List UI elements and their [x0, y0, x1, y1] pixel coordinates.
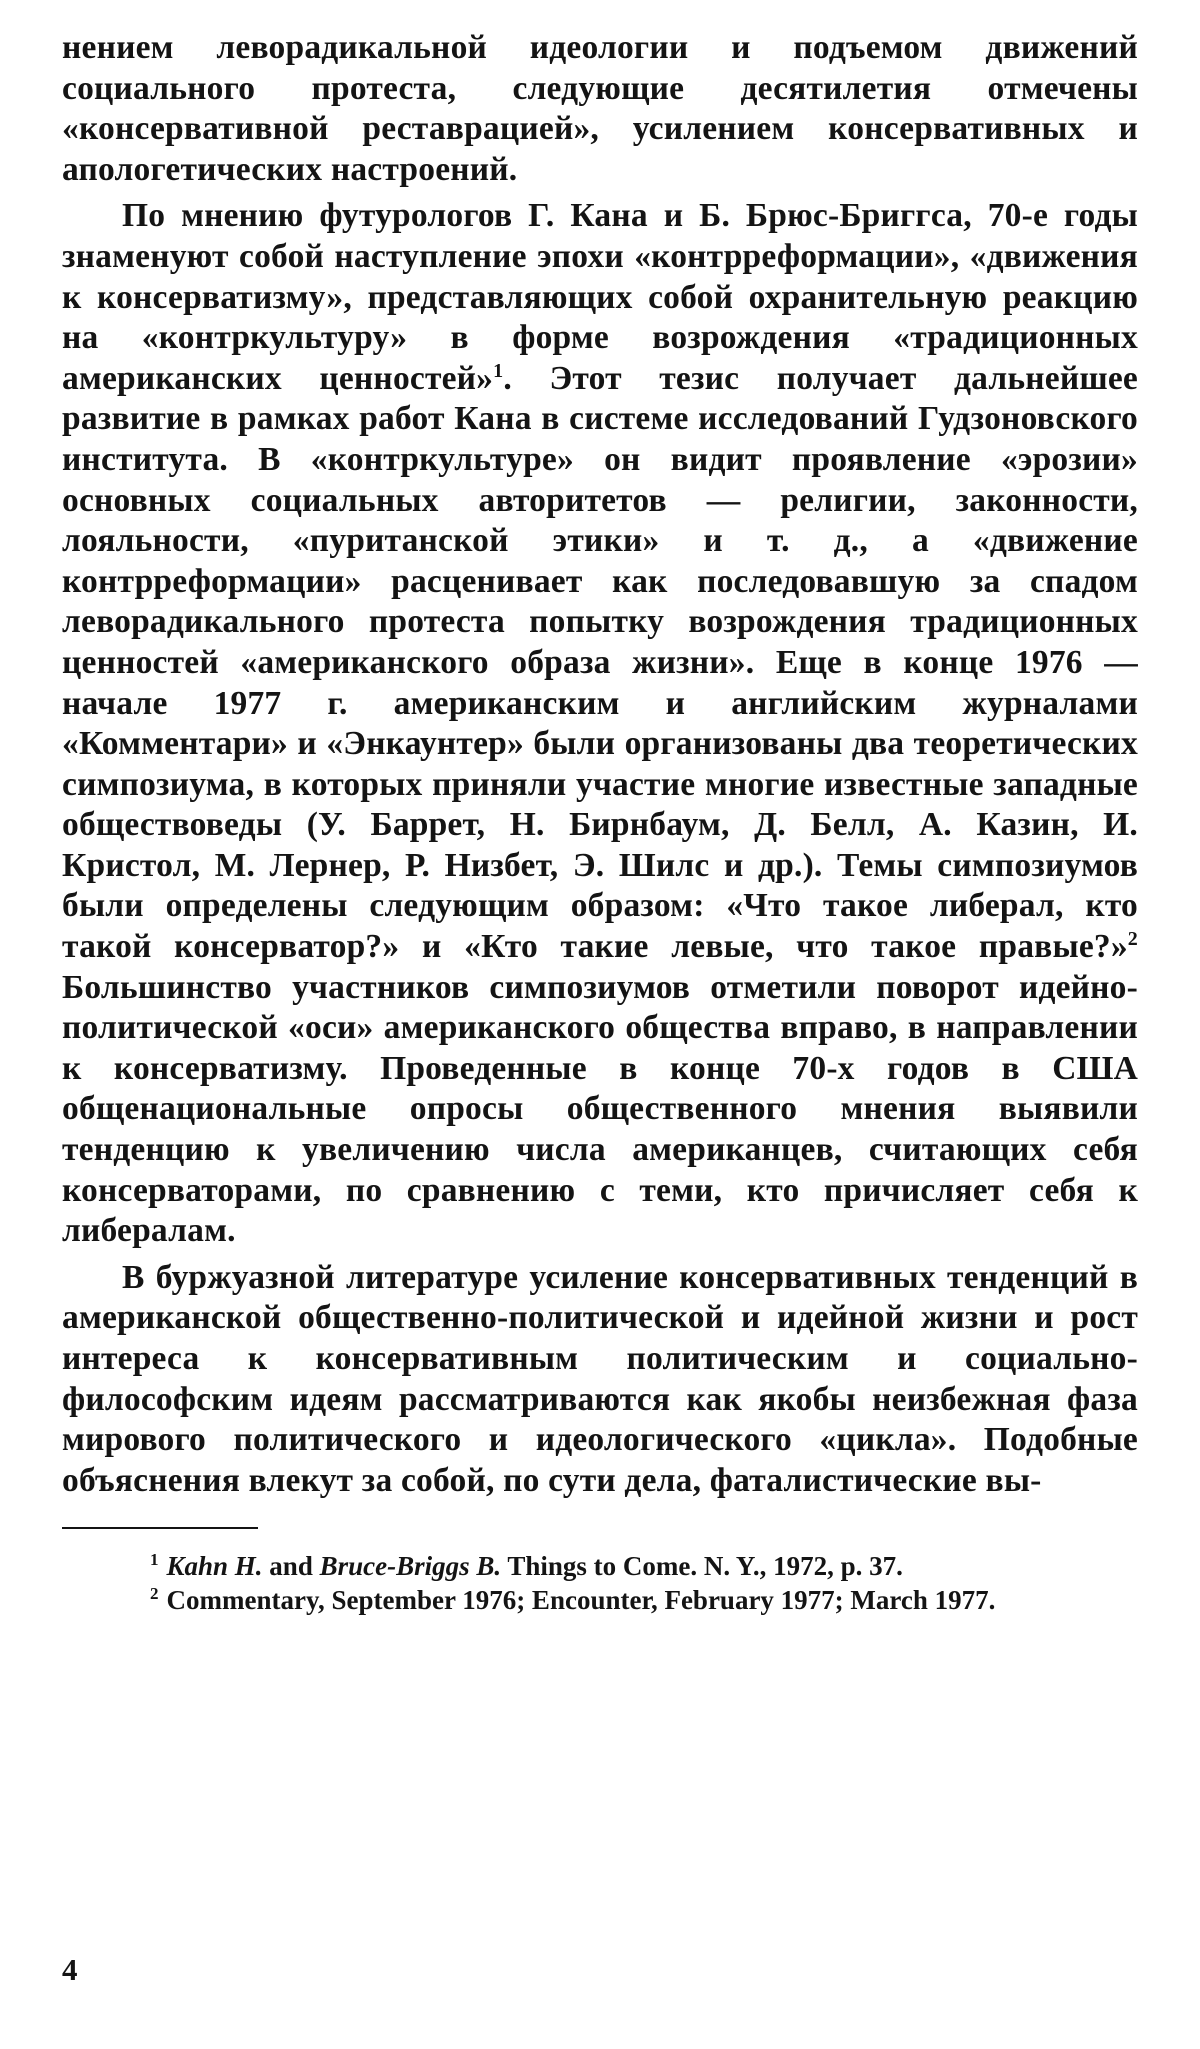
footnote-2-text: Commentary, September 1976; Encounter, February 1977; March 1977.: [166, 1585, 996, 1616]
footnote-ref-2[interactable]: 2: [1127, 927, 1138, 950]
footnote-1: [62, 1549, 1138, 1583]
footnote-1-mark: 1: [150, 1550, 159, 1570]
footnote-1-rest: Things to Come. N. Y., 1972, p. 37.: [501, 1551, 903, 1582]
paragraph-2-text-c: Большинство участников симпозиумов отметили поворот идейно-политической «оси» американского общества вправо, в направлении к консерватизму. Проведенные в конце 70-х годов в США общенациональные опросы общественного мнения выявили тенденцию к увеличению числа американцев, считающих себя консерваторами, по сравнению с теми, кто причисляет себя к либералам.: [62, 968, 1138, 1250]
footnote-1-author-1: Kahn H.: [166, 1551, 263, 1582]
paragraph-1: [62, 28, 1138, 190]
footnote-2-mark: 2: [150, 1584, 159, 1604]
page-content: [62, 28, 1138, 1617]
page-number: 4: [62, 1952, 78, 1987]
paragraph-1-text: нением леворадикальной идеологии и подъемом движений социального протеста, следующие десятилетия отмечены «консервативной реставрацией», усилением консервативных и апологетических настроений.: [62, 29, 1138, 188]
footnote-1-author-2: Bruce-Briggs B.: [319, 1551, 502, 1582]
footnote-ref-1[interactable]: 1: [493, 359, 504, 382]
paragraph-2-text-a: По мнению футурологов Г. Кана и Б. Брюс-Бриггса, 70-е годы знаменуют собой наступление эпохи «контрреформации», «движения к консерватизму», представляющих собой охранительную реакцию на «контркультуру» в форме возрождения «традиционных американских ценностей»: [62, 197, 1138, 397]
footnote-divider: [62, 1527, 258, 1529]
footnote-1-connector: and: [262, 1551, 320, 1582]
paragraph-3-text: В буржуазной литературе усиление консервативных тенденций в американской общественно-политической и идейной жизни и рост интереса к консервативным политическим и социально-философским идеям рассматриваются как якобы неизбежная фаза мирового политического и идеологического «цикла». Подобные объяснения влекут за собой, по сути дела, фаталистические вы-: [62, 1258, 1138, 1499]
paragraph-3: [62, 1258, 1138, 1502]
paragraph-2: [62, 196, 1138, 1251]
footnote-2: [62, 1583, 1138, 1617]
footnotes: [62, 1549, 1138, 1617]
paragraph-2-text-b: . Этот тезис получает дальнейшее развитие в рамках работ Кана в системе исследований Гудзоновского института. В «контркультуре» он видит проявление «эрозии» основных социальных авторитетов — религии, законности, лояльности, «пуританской этики» и т. д., а «движение контрреформации» расценивает как последовавшую за спадом леворадикального протеста попытку возрождения традиционных ценностей «американского образа жизни». Еще в конце 1976 — начале 1977 г. американским и английским журналами «Комментари» и «Энкаунтер» были организованы два теоретических симпозиума, в которых приняли участие многие известные западные обществоведы (У. Баррет, Н. Бирнбаум, Д. Белл, А. Казин, И. Кристол, М. Лернер, Р. Низбет, Э. Шилс и др.). Темы симпозиумов были определены следующим образом: «Что такое либерал, кто такой консерватор?» и «Кто такие левые, что такое правые?»: [62, 359, 1138, 966]
